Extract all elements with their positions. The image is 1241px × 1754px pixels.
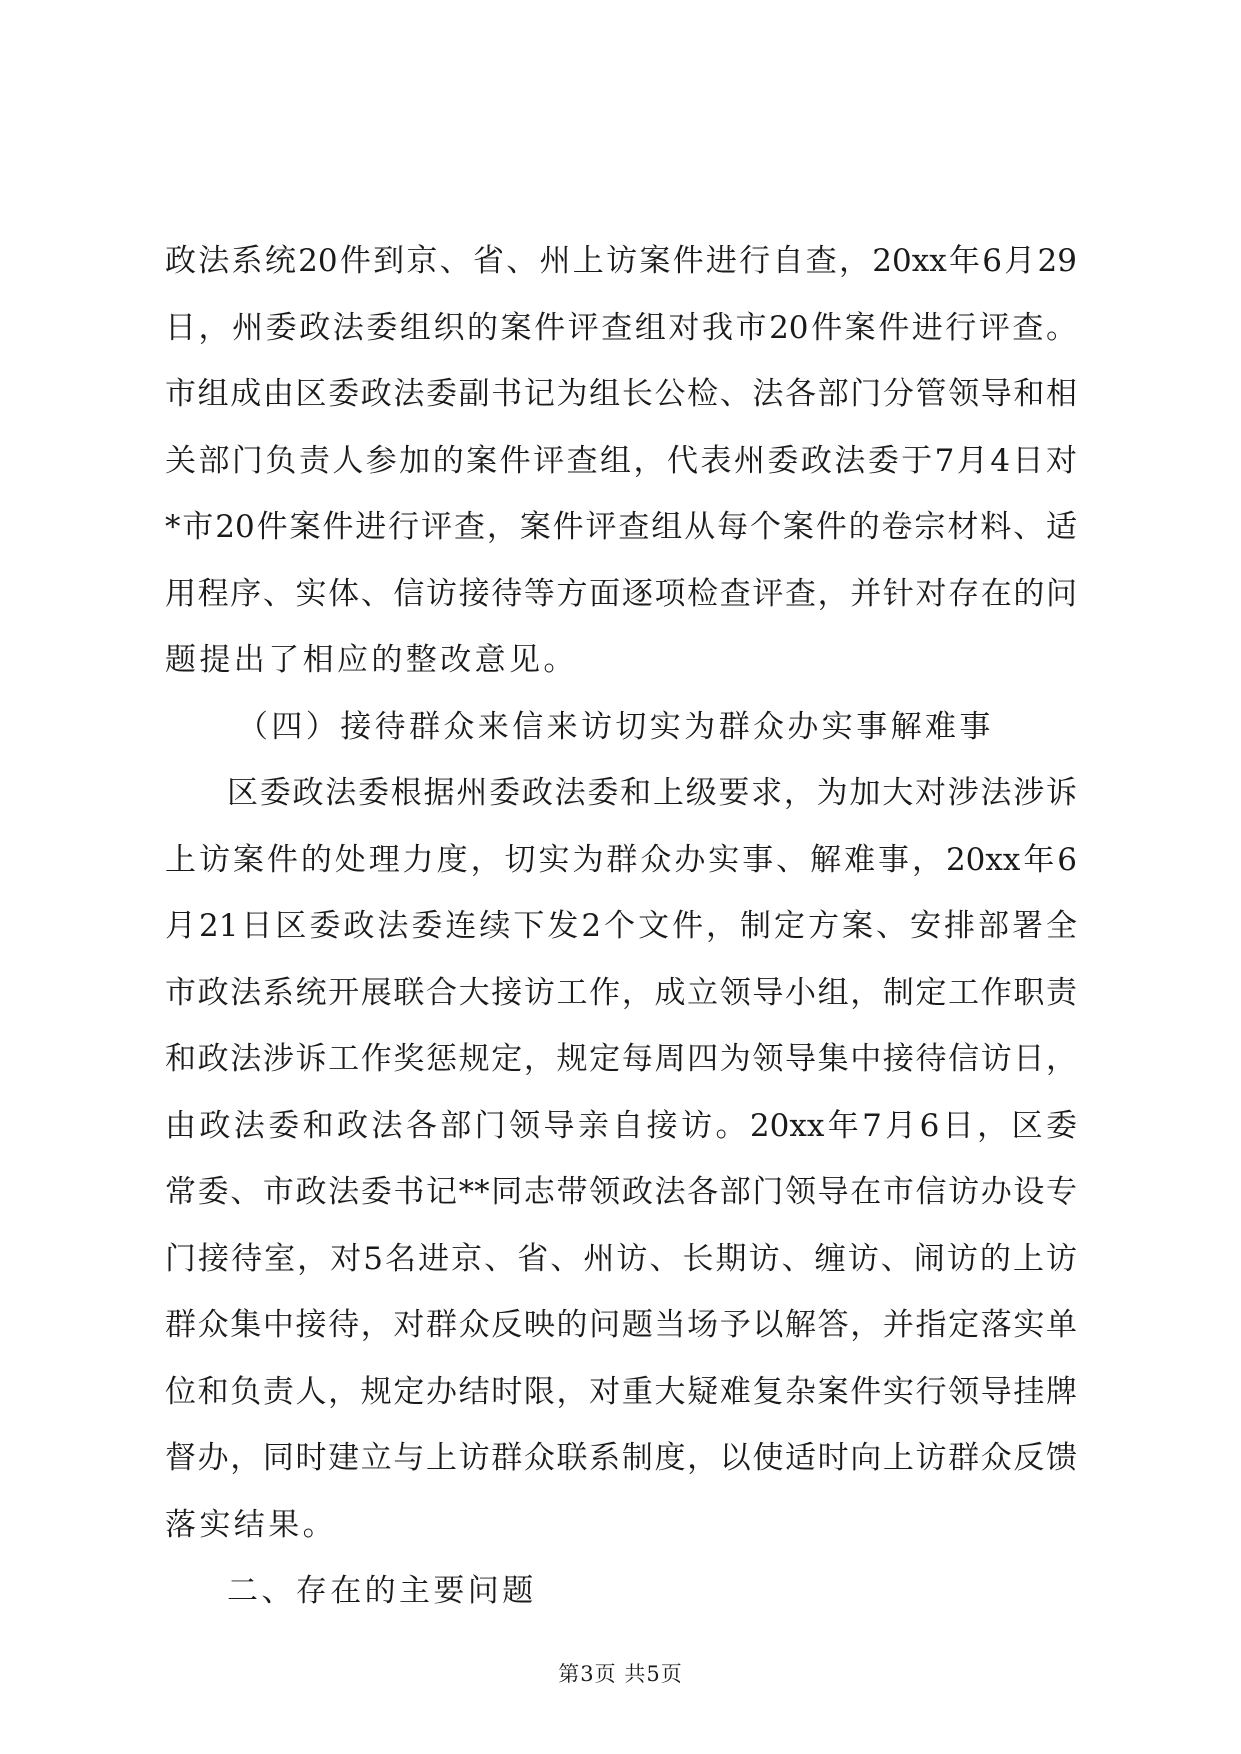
text-line: 落实结果。 — [165, 1506, 337, 1543]
text-line: 位和负责人，规定办结时限，对重大疑难复杂案件实行领导挂牌 — [165, 1373, 1077, 1410]
text-line: 月21日区委政法委连续下发2个文件，制定方案、安排部署全 — [165, 908, 1077, 944]
text-line: 常委、市政法委书记**同志带领政法各部门领导在市信访办设专 — [165, 1174, 1077, 1210]
text-line: 区委政法委根据州委政法委和上级要求，为加大对涉法涉诉 — [227, 775, 1077, 811]
text-line: 日，州委政法委组织的案件评查组对我市20件案件进行评查。 — [165, 309, 1077, 346]
document-body — [165, 228, 1077, 1625]
text-line: 政法系统20件到京、省、州上访案件进行自查，20xx年6月29 — [165, 243, 1077, 279]
text-line: 市组成由区委政法委副书记为组长公检、法各部门分管领导和相 — [165, 376, 1077, 412]
section-heading: （四）接待群众来信来访切实为群众办实事解难事 — [237, 708, 994, 745]
text-line: 督办，同时建立与上访群众联系制度，以使适时向上访群众反馈 — [165, 1440, 1077, 1476]
text-line: 和政法涉诉工作奖惩规定，规定每周四为领导集中接待信访日， — [165, 1041, 1077, 1077]
text-line: 群众集中接待，对群众反映的问题当场予以解答，并指定落实单 — [165, 1307, 1077, 1343]
text-line: 关部门负责人参加的案件评查组，代表州委政法委于7月4日对 — [165, 442, 1077, 479]
text-line: 上访案件的处理力度，切实为群众办实事、解难事，20xx年6 — [165, 841, 1077, 878]
text-line: 由政法委和政法各部门领导亲自接访。20xx年7月6日，区委 — [165, 1107, 1077, 1144]
section-heading: 二、存在的主要问题 — [227, 1573, 537, 1609]
page-number-footer: 第3页 共5页 — [558, 1662, 683, 1686]
text-line: 门接待室，对5名进京、省、州访、长期访、缠访、闹访的上访 — [165, 1240, 1077, 1277]
text-line: 用程序、实体、信访接待等方面逐项检查评查，并针对存在的问 — [165, 575, 1077, 612]
text-line: 题提出了相应的整改意见。 — [165, 642, 578, 678]
text-line: 市政法系统开展联合大接访工作，成立领导小组，制定工作职责 — [165, 974, 1077, 1011]
text-line: *市20件案件进行评查，案件评查组从每个案件的卷宗材料、适 — [165, 509, 1077, 545]
